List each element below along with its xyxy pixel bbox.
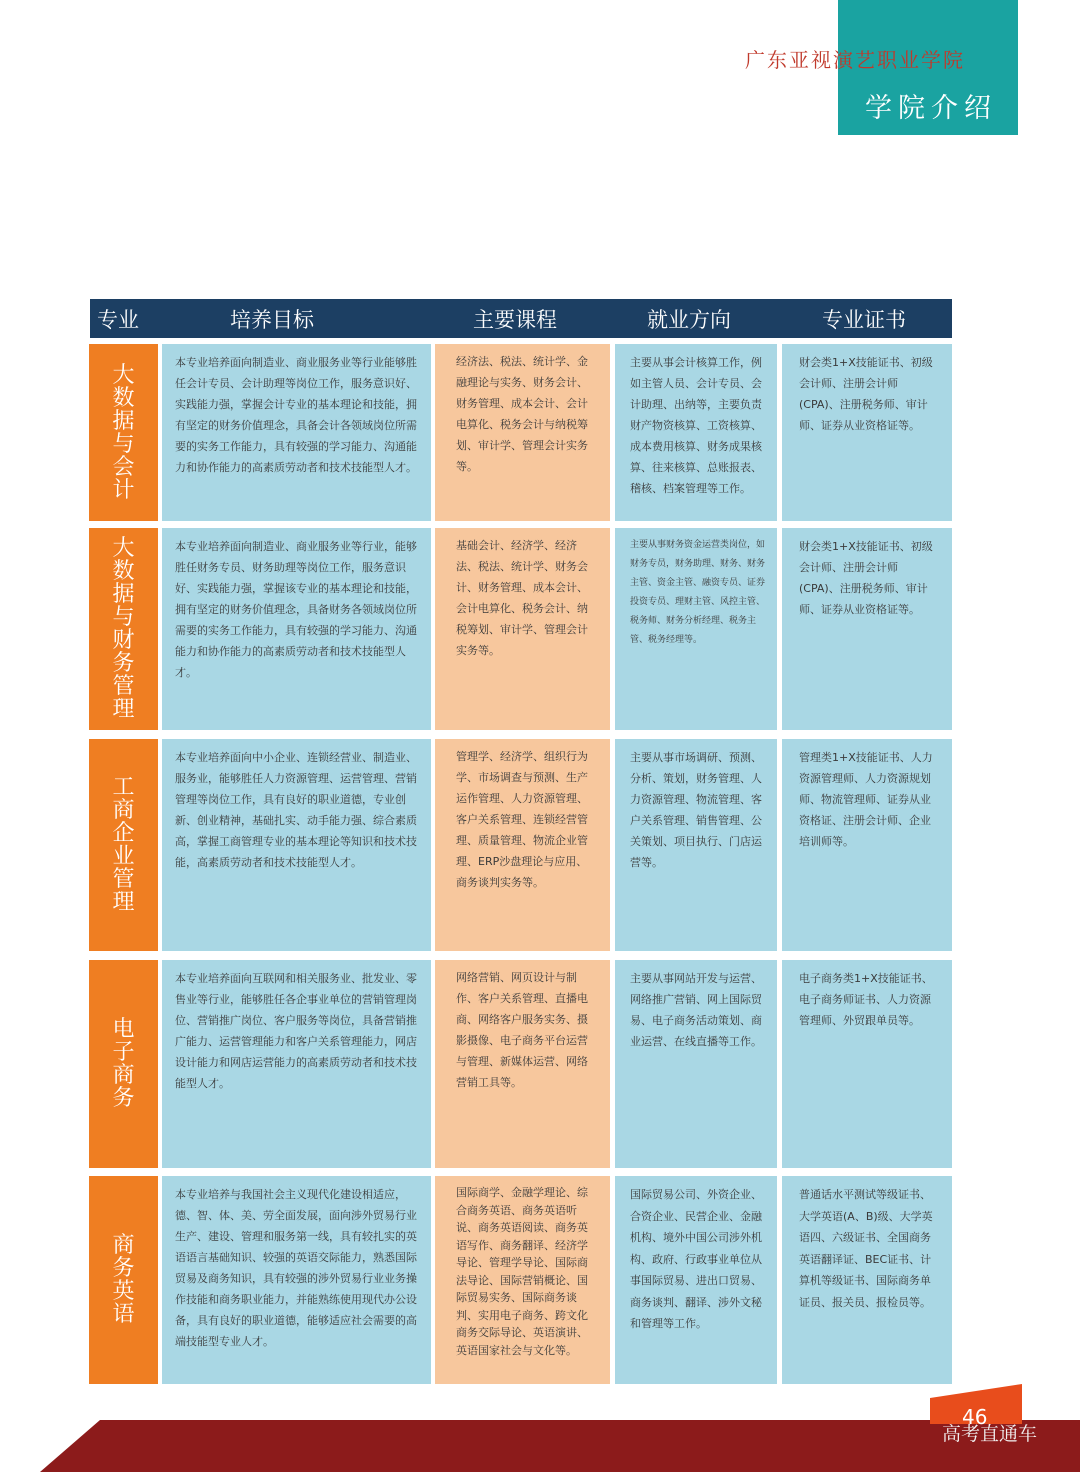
career-text: 主要从事会计核算工作，例如主管人员、会计专员、会计助理、出纳等，主要负责财产物资核算、工资核算、成本费用核算、财务成果核算、往来核算、总账报表、稽核、档案管理等工作。 (630, 356, 762, 495)
courses-text: 经济法、税法、统计学、金融理论与实务、财务会计、财务管理、成本会计、会计电算化、税务会计与纳税筹划、审计学、管理会计实务等。 (456, 355, 588, 473)
major-name: 商务英语 (112, 1233, 135, 1327)
major-cell (89, 344, 158, 521)
table-header (90, 299, 952, 338)
section-title: 学院介绍 (865, 93, 997, 124)
career-cell (615, 960, 777, 1168)
goal-cell (162, 739, 431, 951)
goal-text: 本专业培养面向制造业、商业服务业等行业能够胜任会计专员、会计助理等岗位工作，服务意识好、实践能力强，掌握会计专业的基本理论和技能，拥有坚定的财务价值理念，具备会计各领域岗位所需要的实务工作能力，具有较强的学习能力、沟通能力和协作能力的高素质劳动者和技术技能型人才。 (175, 356, 417, 474)
cert-cell (782, 960, 952, 1168)
courses-cell (435, 344, 610, 521)
cert-cell (782, 739, 952, 951)
courses-cell (435, 1176, 610, 1384)
goal-text: 本专业培养与我国社会主义现代化建设相适应，德、智、体、美、劳全面发展，面向涉外贸易行业生产、建设、管理和服务第一线，具有较扎实的英语语言基础知识、较强的英语交际能力，熟悉国际贸易及商务知识，具有较强的涉外贸易行业业务操作技能和商务职业能力，并能熟练使用现代办公设备，具有良好的职业道德，能够适应社会需要的高端技能型专业人才。 (175, 1188, 417, 1348)
header-cert: 专业证书 (822, 308, 906, 332)
courses-text: 网络营销、网页设计与制作、客户关系管理、直播电商、网络客户服务实务、摄影摄像、电子商务平台运营与管理、新媒体运营、网络营销工具等。 (456, 971, 588, 1089)
career-cell (615, 1176, 777, 1384)
footer-band (0, 1420, 1080, 1472)
goal-cell (162, 344, 431, 521)
page-number: 46 (962, 1405, 988, 1429)
courses-cell (435, 960, 610, 1168)
goal-cell (162, 960, 431, 1168)
cert-text: 电子商务类1+X技能证书、电子商务师证书、人力资源管理师、外贸跟单员等。 (799, 972, 933, 1027)
career-cell (615, 739, 777, 951)
watermark: 高考直通车 (942, 1423, 1038, 1445)
major-cell (89, 739, 158, 951)
cert-text: 财会类1+X技能证书、初级会计师、注册会计师(CPA)、注册税务师、审计师、证券从业资格证等。 (799, 356, 933, 432)
major-name: 大数据与财务管理 (112, 536, 135, 722)
cert-cell (782, 1176, 952, 1384)
courses-text: 基础会计、经济学、经济法、税法、统计学、财务会计、财务管理、成本会计、会计电算化、税务会计、纳税筹划、审计学、管理会计实务等。 (456, 539, 588, 657)
career-text: 国际贸易公司、外资企业、合资企业、民营企业、金融机构、境外中国公司涉外机构、政府、行政事业单位从事国际贸易、进出口贸易、商务谈判、翻译、涉外文秘和管理等工作。 (630, 1188, 762, 1330)
career-text: 主要从事财务资金运营类岗位，如财务专员，财务助理、财务、财务主管、资金主管、融资专员、证券投资专员、理财主管、风控主管、税务师、财务分析经理、税务主管、税务经理等。 (630, 540, 766, 645)
career-text: 主要从事市场调研、预测、分析、策划，财务管理、人力资源管理、物流管理、客户关系管理、销售管理、公关策划、项目执行、门店运营等。 (630, 751, 762, 869)
career-cell (615, 528, 777, 730)
courses-cell (435, 739, 610, 951)
courses-text: 管理学、经济学、组织行为学、市场调查与预测、生产运作管理、人力资源管理、客户关系管理、连锁经营管理、质量管理、物流企业管理、ERP沙盘理论与应用、商务谈判实务等。 (456, 750, 588, 889)
goal-cell (162, 1176, 431, 1384)
header-goal: 培养目标 (230, 308, 314, 332)
header-major: 专业 (97, 308, 139, 332)
cert-text: 普通话水平测试等级证书、大学英语(A、B)级、大学英语四、六级证书、全国商务英语翻译证、BEC证书、计算机等级证书、国际商务单证员、报关员、报检员等。 (799, 1188, 933, 1309)
goal-cell (162, 528, 431, 730)
goal-text: 本专业培养面向中小企业、连锁经营业、制造业、服务业，能够胜任人力资源管理、运营管理、营销管理等岗位工作，具有良好的职业道德，专业创新、创业精神，基础扎实、动手能力强、综合素质高，掌握工商管理专业的基本理论等知识和技术技能，高素质劳动者和技术技能型人才。 (175, 751, 417, 869)
major-name: 工商企业管理 (112, 775, 135, 915)
goal-text: 本专业培养面向制造业、商业服务业等行业，能够胜任财务专员、财务助理等岗位工作，服务意识好、实践能力强，掌握该专业的基本理论和技能，拥有坚定的财务价值理念，具备财务各领域岗位所需要的实务工作能力，具有较强的学习能力、沟通能力和协作能力的高素质劳动者和技术技能型人才。 (175, 540, 417, 679)
courses-text: 国际商学、金融学理论、综合商务英语、商务英语听说、商务英语阅读、商务英语写作、商务翻译、经济学导论、管理学导论、国际商法导论、国际营销概论、国际贸易实务、国际商务谈判、实用电子商务、跨文化商务交际导论、英语演讲、英语国家社会与文化等。 (456, 1186, 588, 1357)
major-name: 大数据与会计 (112, 362, 135, 503)
goal-text: 本专业培养面向互联网和相关服务业、批发业、零售业等行业，能够胜任各企事业单位的营销管理岗位、营销推广岗位、客户服务等岗位，具备营销推广能力、运营管理能力和客户关系管理能力，网店设计能力和网店运营能力的高素质劳动者和技术技能型人才。 (175, 972, 417, 1090)
cert-text: 管理类1+X技能证书、人力资源管理师、人力资源规划师、物流管理师、证券从业资格证、注册会计师、企业培训师等。 (799, 751, 933, 848)
cert-cell (782, 344, 952, 521)
header-courses: 主要课程 (473, 308, 557, 332)
cert-cell (782, 528, 952, 730)
career-cell (615, 344, 777, 521)
header-career: 就业方向 (647, 308, 731, 332)
major-cell (89, 960, 158, 1168)
major-cell (89, 1176, 158, 1384)
cert-text: 财会类1+X技能证书、初级会计师、注册会计师(CPA)、注册税务师、审计师、证券从业资格证等。 (799, 540, 933, 616)
school-name: 广东亚视演艺职业学院 (745, 48, 965, 72)
major-name: 电子商务 (112, 1017, 135, 1111)
major-cell (89, 528, 158, 730)
courses-cell (435, 528, 610, 730)
career-text: 主要从事网站开发与运营、网络推广营销、网上国际贸易、电子商务活动策划、商业运营、在线直播等工作。 (630, 972, 762, 1048)
